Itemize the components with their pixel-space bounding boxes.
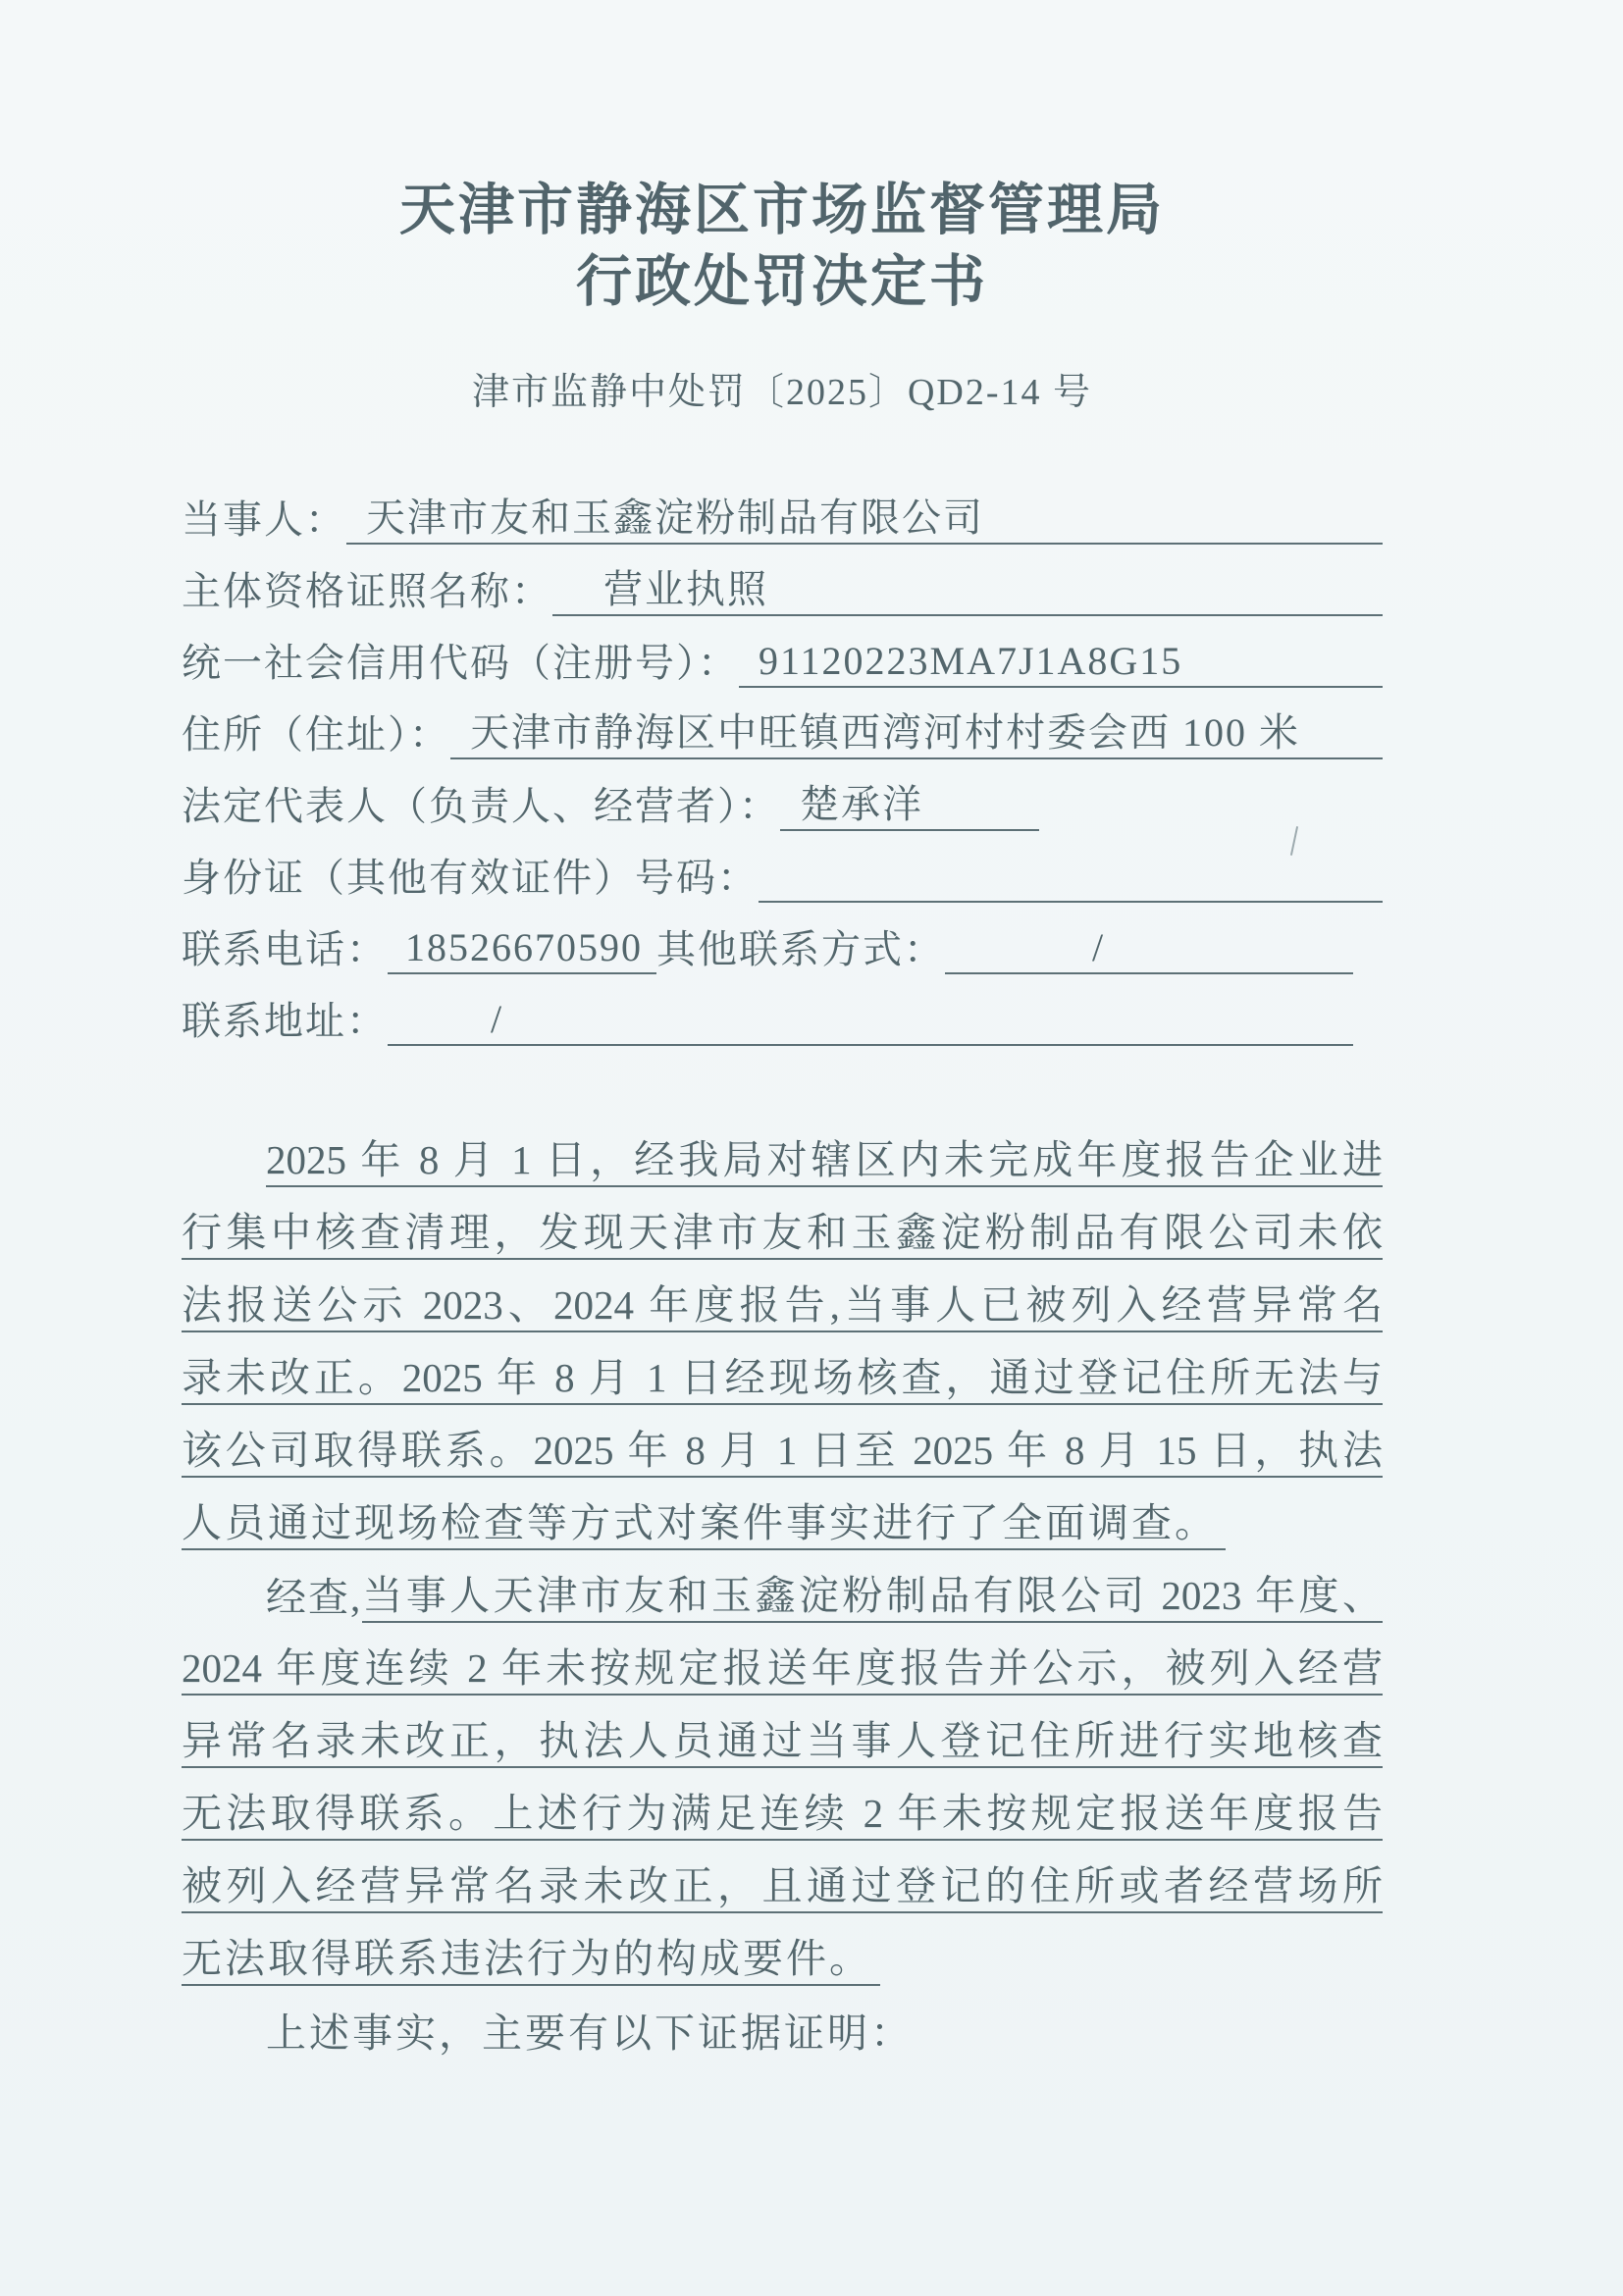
field-label: 联系地址： xyxy=(182,999,388,1043)
field-label: 当事人： xyxy=(182,497,346,542)
field-row-address xyxy=(182,688,1383,759)
para-line-text: 无法取得联系。上述行为满足连续 2 年未按规定报送年度报告 xyxy=(182,1789,1383,1841)
body-section xyxy=(182,1115,1383,2059)
para3-line xyxy=(182,1986,1383,2059)
field-value: 91120223MA7J1A8G15 xyxy=(739,637,1383,688)
field-value xyxy=(759,901,1383,903)
field-row-phone xyxy=(182,903,1383,974)
field-row-contact-address xyxy=(182,974,1383,1046)
para-line-text: 录未改正。2025 年 8 月 1 日经现场核查，通过登记住所无法与 xyxy=(182,1353,1383,1405)
party-info-section xyxy=(182,473,1383,1046)
para1-line xyxy=(182,1332,1383,1405)
field-value: / xyxy=(388,995,1353,1046)
field-row-id-number xyxy=(182,831,1383,903)
para2-line xyxy=(182,1550,1383,1623)
para-line-text: 异常名录未改正，执法人员通过当事人登记住所进行实地核查 xyxy=(182,1716,1383,1768)
document-title xyxy=(182,175,1383,318)
title-doc-type: 行政处罚决定书 xyxy=(576,251,988,313)
field-label: 身份证（其他有效证件）号码： xyxy=(182,856,759,900)
para2-line xyxy=(182,1841,1383,1913)
para-line-text: 2025 年 8 月 1 日，经我局对辖区内未完成年度报告企业进 xyxy=(266,1135,1383,1187)
field-label: 主体资格证照名称： xyxy=(182,569,552,613)
para-line-text: 该公司取得联系。2025 年 8 月 1 日至 2025 年 8 月 15 日，执法 xyxy=(182,1426,1383,1478)
para1-line xyxy=(182,1260,1383,1332)
para2-line xyxy=(182,1623,1383,1696)
para2-line xyxy=(182,1768,1383,1841)
para-line-text: 行集中核查清理，发现天津市友和玉鑫淀粉制品有限公司未依 xyxy=(182,1208,1383,1260)
document-number: 津市监静中处罚〔2025〕QD2-14 号 xyxy=(471,372,1093,413)
field-label: 联系电话： xyxy=(182,927,388,971)
para1-line xyxy=(182,1115,1383,1187)
field-value: 楚承洋 xyxy=(780,780,1039,831)
para-line-text: 上述事实，主要有以下证据证明： xyxy=(266,2009,914,2056)
title-authority: 天津市静海区市场监督管理局 xyxy=(399,180,1165,241)
field-row-credit-code xyxy=(182,616,1383,688)
field-value: 天津市友和玉鑫淀粉制品有限公司 xyxy=(346,494,1383,545)
para-line-text: 被列入经营异常名录未改正，且通过登记的住所或者经营场所 xyxy=(182,1861,1383,1913)
field-row-party xyxy=(182,473,1383,545)
para-prefix-text: 经查, xyxy=(266,1574,363,1620)
para2-line-last xyxy=(182,1913,1383,1986)
para1-line-last xyxy=(182,1478,1383,1550)
field-value-other-contact: / xyxy=(945,923,1353,974)
field-value: 营业执照 xyxy=(552,565,1383,616)
field-label: 统一社会信用代码（注册号）： xyxy=(182,641,739,685)
field-row-license-name xyxy=(182,545,1383,616)
field-label: 住所（住址）： xyxy=(182,712,450,757)
para1-line xyxy=(182,1405,1383,1478)
field-value-phone: 18526670590 xyxy=(388,923,656,974)
para-line-text: 当事人天津市友和玉鑫淀粉制品有限公司 2023 年度、 xyxy=(362,1571,1383,1623)
para2-line xyxy=(182,1696,1383,1768)
document-content xyxy=(182,0,1383,2059)
field-label: 其他联系方式： xyxy=(656,927,945,971)
field-label: 法定代表人（负责人、经营者）： xyxy=(182,784,780,828)
field-row-legal-rep xyxy=(182,759,1383,831)
para-line-text: 无法取得联系违法行为的构成要件。 xyxy=(182,1934,880,1986)
para-line-text: 法报送公示 2023、2024 年度报告,当事人已被列入经营异常名 xyxy=(182,1280,1383,1332)
para-line-text: 人员通过现场检查等方式对案件事实进行了全面调查。 xyxy=(182,1498,1226,1550)
field-value: 天津市静海区中旺镇西湾河村村委会西 100 米 xyxy=(450,708,1383,759)
para1-line xyxy=(182,1187,1383,1260)
para-line-text: 2024 年度连续 2 年未按规定报送年度报告并公示，被列入经营 xyxy=(182,1644,1383,1696)
